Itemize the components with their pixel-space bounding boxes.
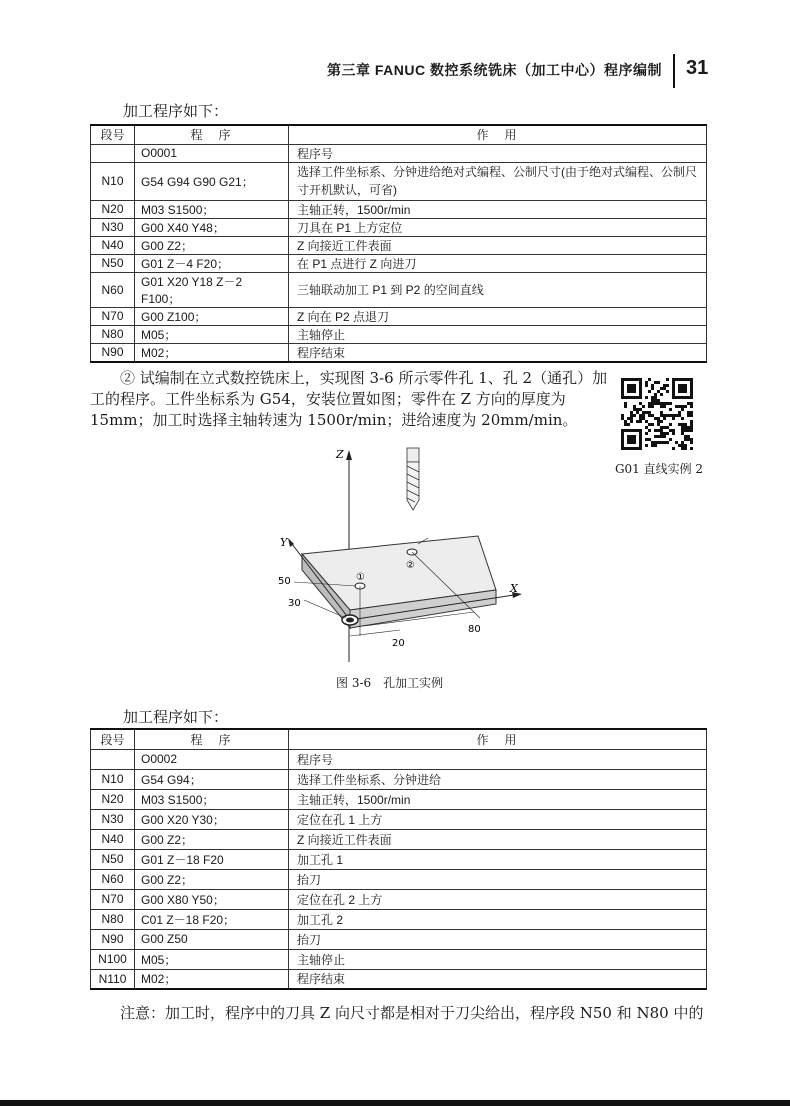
z-axis-arrow: [346, 450, 352, 460]
segment-cell: N70: [91, 889, 135, 909]
figure-caption: 图 3-6 孔加工实例: [336, 676, 444, 690]
table-row: [91, 929, 707, 949]
table-row: [91, 343, 707, 362]
program-cell: M03 S1500；: [135, 789, 289, 809]
table-header-row: [91, 125, 707, 144]
exercise-paragraph: ② 试编制在立式数控铣床上，实现图 3-6 所示零件孔 1、孔 2（通孔）加工的程序。工件坐标系为 G54，安装位置如图；零件在 Z 方向的厚度为 15mm；加工时选择主轴转速为 1500r/min；进给速度为 20mm/min。: [90, 369, 608, 429]
function-cell: 三轴联动加工 P1 到 P2 的空间直线: [289, 272, 707, 307]
segment-cell: [91, 749, 135, 769]
running-header: [0, 54, 790, 90]
col-function-header: 作 用: [289, 729, 707, 749]
table-row: [91, 200, 707, 218]
program-cell: M03 S1500；: [135, 200, 289, 218]
function-cell: 选择工件坐标系、分钟进给: [289, 769, 707, 789]
segment-cell: N30: [91, 809, 135, 829]
col-segment-header: 段号: [91, 125, 135, 144]
segment-cell: N60: [91, 869, 135, 889]
function-cell: 程序结束: [289, 343, 707, 362]
function-cell: 程序号: [289, 144, 707, 162]
program-cell: G00 X40 Y48；: [135, 218, 289, 236]
x-axis-label: X: [510, 582, 518, 595]
table-row: [91, 144, 707, 162]
program-cell: G01 X20 Y18 Z－2 F100；: [135, 272, 289, 307]
hole-1-label: ①: [356, 572, 365, 583]
table-row: [91, 849, 707, 869]
hole-2-label: ②: [406, 560, 415, 571]
program-cell: G54 G94；: [135, 769, 289, 789]
bottom-rule: [0, 1100, 790, 1106]
table-row: [91, 254, 707, 272]
program-cell: G00 X80 Y50；: [135, 889, 289, 909]
table-row: [91, 218, 707, 236]
col-program-header: 程 序: [135, 125, 289, 144]
segment-cell: N20: [91, 789, 135, 809]
program-cell: M05；: [135, 325, 289, 343]
table-row: [91, 236, 707, 254]
segment-cell: N50: [91, 849, 135, 869]
hole-machining-figure: [270, 440, 550, 670]
function-cell: 主轴正转，1500r/min: [289, 789, 707, 809]
table-row: [91, 325, 707, 343]
drill-bit-icon: [407, 448, 419, 510]
table-row: [91, 272, 707, 307]
function-cell: 主轴正转，1500r/min: [289, 200, 707, 218]
segment-cell: N80: [91, 325, 135, 343]
program-cell: O0001: [135, 144, 289, 162]
function-cell: 程序结束: [289, 969, 707, 989]
segment-cell: N80: [91, 909, 135, 929]
segment-cell: N60: [91, 272, 135, 307]
col-function-header: 作 用: [289, 125, 707, 144]
function-cell: 抬刀: [289, 929, 707, 949]
program-cell: G00 Z2；: [135, 829, 289, 849]
segment-cell: N10: [91, 162, 135, 200]
function-cell: 主轴停止: [289, 949, 707, 969]
function-cell: 在 P1 点进行 Z 向进刀: [289, 254, 707, 272]
function-cell: 定位在孔 2 上方: [289, 889, 707, 909]
segment-cell: N100: [91, 949, 135, 969]
function-cell: 抬刀: [289, 869, 707, 889]
dim-30: 30: [288, 598, 301, 609]
function-cell: 主轴停止: [289, 325, 707, 343]
segment-cell: N90: [91, 929, 135, 949]
qr-caption: G01 直线实例 2: [614, 462, 704, 476]
col-segment-header: 段号: [91, 729, 135, 749]
segment-cell: N20: [91, 200, 135, 218]
program-cell: M05；: [135, 949, 289, 969]
program-cell: M02；: [135, 343, 289, 362]
qr-code-icon[interactable]: [621, 378, 693, 450]
program-cell: C01 Z－18 F20；: [135, 909, 289, 929]
program-cell: G01 Z－18 F20: [135, 849, 289, 869]
chapter-title: 第三章 FANUC 数控系统铣床（加工中心）程序编制: [327, 62, 662, 78]
col-program-header: 程 序: [135, 729, 289, 749]
table-row: [91, 889, 707, 909]
table-row: [91, 949, 707, 969]
function-cell: 程序号: [289, 749, 707, 769]
segment-cell: N50: [91, 254, 135, 272]
segment-cell: N110: [91, 969, 135, 989]
segment-cell: N70: [91, 307, 135, 325]
program-cell: M02；: [135, 969, 289, 989]
program-cell: G01 Z－4 F20；: [135, 254, 289, 272]
dim-80: 80: [468, 624, 481, 635]
header-divider: [673, 54, 675, 88]
segment-cell: N10: [91, 769, 135, 789]
segment-cell: [91, 144, 135, 162]
table-row: [91, 829, 707, 849]
y-axis-label: Y: [280, 536, 288, 549]
table1-intro: 加工程序如下：: [123, 102, 229, 120]
program-cell: O0002: [135, 749, 289, 769]
function-cell: Z 向在 P2 点退刀: [289, 307, 707, 325]
note-paragraph: 注意：加工时，程序中的刀具 Z 向尺寸都是相对于刀尖给出，程序段 N50 和 N80 中的: [120, 1004, 704, 1022]
program-cell: G00 Z100；: [135, 307, 289, 325]
segment-cell: N30: [91, 218, 135, 236]
dim-50: 50: [278, 576, 291, 587]
page-number: 31: [686, 57, 709, 79]
table-row: [91, 909, 707, 929]
program-table-1: [90, 124, 707, 363]
program-cell: G00 Z2；: [135, 869, 289, 889]
z-axis-label: Z: [336, 448, 344, 461]
table-row: [91, 969, 707, 989]
table-row: [91, 307, 707, 325]
segment-cell: N40: [91, 829, 135, 849]
function-cell: 选择工件坐标系、分钟进给绝对式编程、公制尺寸(由于绝对式编程、公制尺寸开机默认，可省): [289, 162, 707, 200]
function-cell: 定位在孔 1 上方: [289, 809, 707, 829]
program-cell: G54 G94 G90 G21；: [135, 162, 289, 200]
function-cell: 刀具在 P1 上方定位: [289, 218, 707, 236]
function-cell: 加工孔 1: [289, 849, 707, 869]
function-cell: 加工孔 2: [289, 909, 707, 929]
function-cell: Z 向接近工件表面: [289, 829, 707, 849]
segment-cell: N90: [91, 343, 135, 362]
table-row: [91, 769, 707, 789]
table-row: [91, 809, 707, 829]
table-row: [91, 789, 707, 809]
program-table-2: [90, 728, 707, 990]
table-row: [91, 749, 707, 769]
program-cell: G00 X20 Y30；: [135, 809, 289, 829]
table-header-row: [91, 729, 707, 749]
dim-20: 20: [392, 638, 405, 649]
table2-intro: 加工程序如下：: [123, 708, 229, 726]
segment-cell: N40: [91, 236, 135, 254]
table-row: [91, 869, 707, 889]
program-cell: G00 Z2；: [135, 236, 289, 254]
table-row: [91, 162, 707, 200]
function-cell: Z 向接近工件表面: [289, 236, 707, 254]
program-cell: G00 Z50: [135, 929, 289, 949]
